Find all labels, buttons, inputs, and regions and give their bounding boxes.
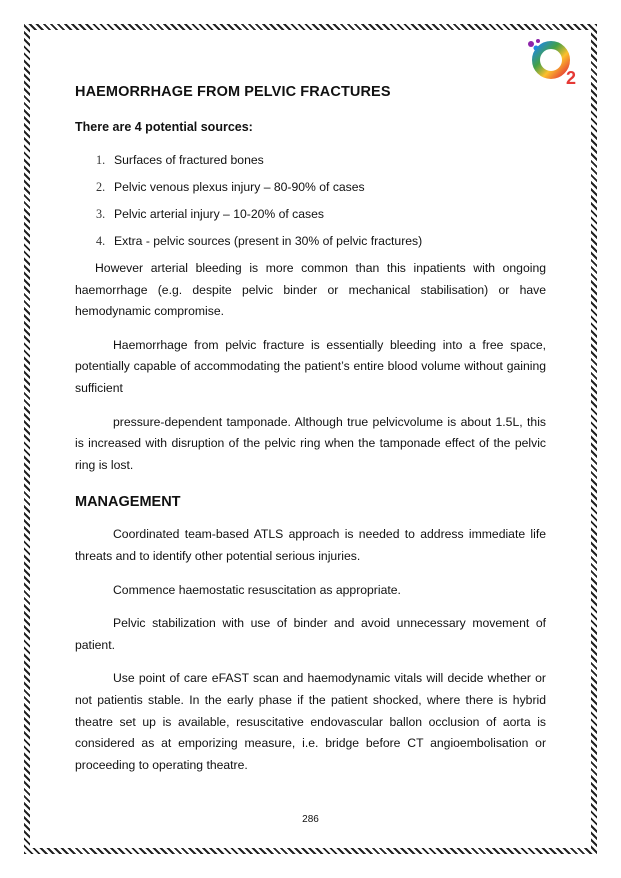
list-text: Pelvic arterial injury – 10-20% of cases: [114, 207, 324, 221]
document-body: [75, 84, 546, 788]
paragraph: Use point of care eFAST scan and haemodynamic vitals will decide whether or not patientis stable. In the early phase if the patient shocked, where there is hybrid theatre set up is available, resuscitative endovascular ballon occlusion of aorta is considered as at emporizing measure, i.e. bridge before CT angioembolisation or proceeding to operating theatre.: [75, 671, 546, 772]
intro-text: There are 4 potential sources:: [75, 120, 253, 134]
paragraph: However arterial bleeding is more common than this inpatients with ongoing haemorrhage (e.g. despite pelvic binder or mechanical stabilisation) or have hemodynamic compromise.: [75, 261, 546, 319]
list-item: [75, 179, 546, 195]
list-item: [75, 206, 546, 222]
paragraph: Haemorrhage from pelvic fracture is essentially bleeding into a free space, potentially capable of accommodating the patient’s entire blood volume without gaining sufficient: [75, 337, 546, 395]
list-text: Pelvic venous plexus injury – 80-90% of cases: [114, 180, 365, 194]
list-number: 3.: [96, 207, 106, 221]
section-heading: MANAGEMENT: [75, 494, 181, 511]
list-text: Extra - pelvic sources (present in 30% of pelvic fractures): [114, 234, 423, 248]
list-number: 2.: [96, 180, 106, 194]
page-number: 286: [302, 814, 319, 825]
list-number: 1.: [96, 153, 106, 167]
paragraph: pressure-dependent tamponade. Although true pelvicvolume is about 1.5L, this is increased with disruption of the pelvic ring when the tamponade effect of the pelvic ring is lost.: [75, 414, 546, 472]
paragraph: Coordinated team-based ATLS approach is needed to address immediate life threats and to identify other potential serious injuries.: [75, 527, 546, 563]
list-number: 4.: [96, 234, 106, 248]
o2-logo-icon: [524, 38, 580, 88]
sources-list: [75, 152, 546, 249]
list-item: [75, 152, 546, 168]
page-title: HAEMORRHAGE FROM PELVIC FRACTURES: [75, 84, 391, 100]
list-text: Surfaces of fractured bones: [114, 153, 264, 167]
paragraph: Commence haemostatic resuscitation as appropriate.: [113, 582, 401, 597]
list-item: [75, 233, 546, 249]
paragraph: Pelvic stabilization with use of binder and avoid unnecessary movement of patient.: [75, 616, 546, 652]
logo-text: 2: [566, 68, 577, 88]
